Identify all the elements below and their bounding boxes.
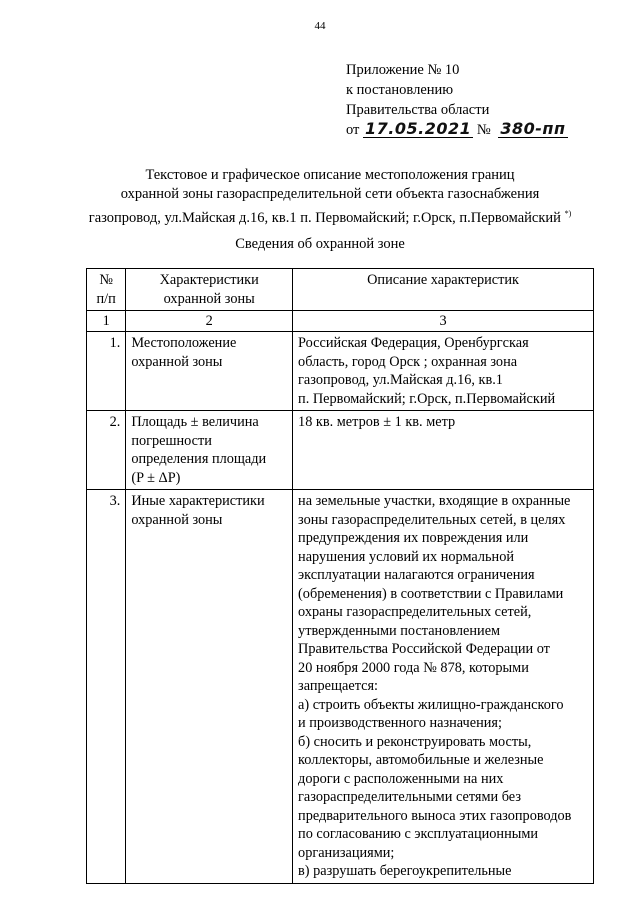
description-line: газораспределительными сетями без (298, 789, 521, 805)
description-line: Российская Федерация, Оренбургская (298, 335, 529, 351)
handwritten-date: 17.05.2021 (365, 119, 472, 138)
description-line: предварительного выноса этих газопроводов (298, 807, 572, 824)
description-line: охраны газораспределительных сетей, (298, 604, 532, 620)
appendix-date-line (346, 120, 568, 140)
title-line-1: Текстовое и графическое описание местоположения границ (145, 167, 515, 183)
description-line: эксплуатации налагаются ограничения (298, 567, 535, 583)
appendix-line-3: Правительства области (346, 102, 490, 118)
description-line: б) сносить и реконструировать мосты, (298, 733, 532, 750)
title-line-2: охранной зоны газораспределительной сети объекта газоснабжения (120, 186, 540, 202)
column-number-3: 3 (293, 311, 594, 332)
characteristic-line: охранной зоны (131, 353, 223, 370)
title-line-3-text: газопровод, ул.Майская д.16, кв.1 п. Первомайский; г.Орск, п.Первомайский (88, 209, 561, 226)
description-line: запрещается: (298, 678, 379, 694)
description-line: на земельные участки, входящие в охранные (298, 493, 571, 509)
row-number: 3. (87, 490, 126, 884)
characteristic-line: охранной зоны (131, 511, 223, 528)
handwritten-number: 380-пп (500, 119, 566, 138)
header-description: Описание характеристик (293, 269, 594, 311)
table-row (87, 332, 594, 411)
header-characteristic-line-1: Характеристики (159, 272, 259, 288)
row-description (293, 332, 594, 411)
appendix-line-1: Приложение № 10 (346, 62, 460, 78)
document-title (70, 166, 590, 228)
characteristic-line: Местоположение (131, 335, 237, 351)
section-subtitle: Сведения об охранной зоне (235, 236, 405, 252)
description-line: предупреждения их повреждения или (298, 530, 529, 546)
title-line-3 (70, 204, 590, 228)
zone-info-table (86, 268, 594, 884)
description-line: газопровод, ул.Майская д.16, кв.1 (298, 372, 503, 388)
description-line: и производственного назначения; (298, 715, 502, 731)
description-line: утвержденными постановлением (298, 622, 501, 639)
table-row (87, 411, 594, 490)
row-number: 2. (87, 411, 126, 490)
header-characteristic-line-2: охранной зоны (163, 290, 255, 307)
page-number: 44 (314, 20, 326, 32)
table-row (87, 490, 594, 884)
date-prefix: от (346, 122, 360, 138)
description-line: зоны газораспределительных сетей, в целях (298, 511, 566, 528)
description-line: коллекторы, автомобильные и железные (298, 752, 544, 768)
row-characteristic (126, 490, 293, 884)
description-line: нарушения условий их нормальной (298, 548, 514, 565)
row-description (293, 490, 594, 884)
characteristic-line: Иные характеристики (131, 493, 265, 509)
column-number-1: 1 (87, 311, 126, 332)
appendix-line-2: к постановлению (346, 82, 454, 98)
column-number-2: 2 (126, 311, 293, 332)
column-number-row (87, 311, 594, 332)
header-number-line-1: № (99, 272, 113, 288)
characteristic-line: погрешности (131, 432, 212, 449)
description-line: 18 кв. метров ± 1 кв. метр (298, 414, 456, 430)
description-line: п. Первомайский; г.Орск, п.Первомайский (298, 390, 556, 407)
row-characteristic (126, 332, 293, 411)
number-prefix: № (476, 122, 491, 138)
footnote-mark: *) (564, 209, 572, 218)
header-number (87, 269, 126, 311)
description-line: область, город Орск ; охранная зона (298, 353, 518, 370)
header-number-line-2: п/п (96, 290, 116, 307)
row-description (293, 411, 594, 490)
row-number: 1. (87, 332, 126, 411)
description-line: в) разрушать берегоукрепительные (298, 863, 512, 879)
description-line: Правительства Российской Федерации от (298, 641, 550, 657)
description-line: по согласованию с эксплуатационными (298, 826, 539, 842)
description-line: а) строить объекты жилищно-гражданского (298, 696, 564, 713)
row-characteristic (126, 411, 293, 490)
description-line: дороги с расположенными на них (298, 770, 504, 787)
characteristic-line: Площадь ± величина (131, 414, 259, 430)
header-characteristic (126, 269, 293, 311)
table-header-row (87, 269, 594, 311)
description-line: организациями; (298, 844, 395, 861)
appendix-block (346, 60, 568, 140)
characteristic-line: (P ± ΔP) (131, 469, 181, 486)
description-line: 20 ноября 2000 года № 878, которыми (298, 659, 529, 676)
description-line: (обременения) в соответствии с Правилами (298, 585, 564, 602)
characteristic-line: определения площади (131, 451, 267, 467)
